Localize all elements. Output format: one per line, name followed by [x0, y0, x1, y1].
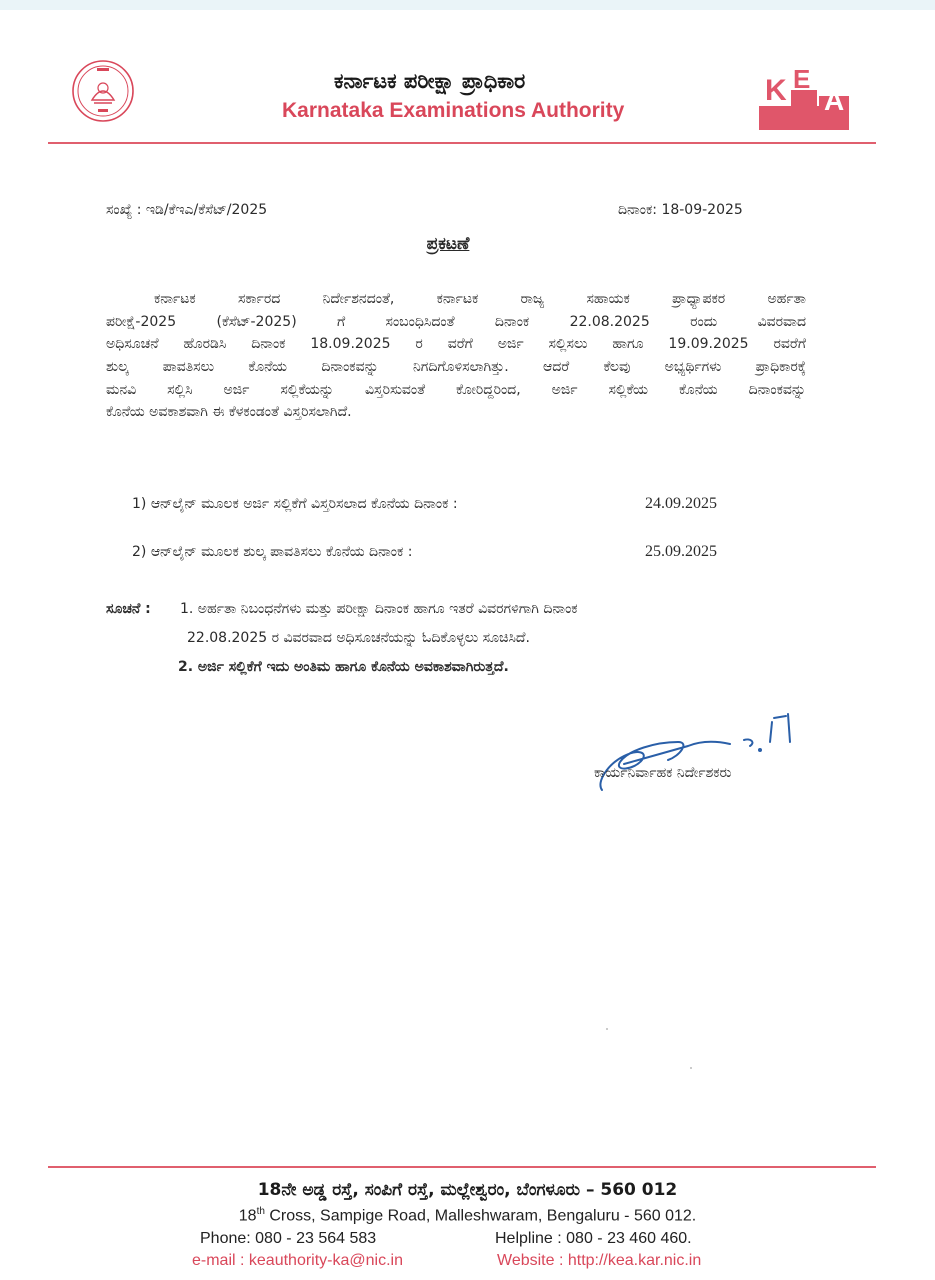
address-kannada: 18ನೇ ಅಡ್ಡ ರಸ್ತೆ, ಸಂಪಿಗೆ ರಸ್ತೆ, ಮಲ್ಲೇಶ್ವರಂ, ಬೆಂಗಳೂರು – 560 012 [257, 1180, 678, 1200]
header-divider [48, 142, 876, 144]
website-link[interactable]: Website : http://kea.kar.nic.in [497, 1252, 702, 1269]
paragraph-line: ಶುಲ್ಕ ಪಾವತಿಸಲು ಕೊನೆಯ ದಿನಾಂಕವನ್ನು ನಿಗದಿಗೊಳಿಸಲಾಗಿತ್ತು. ಆದರೆ ಕೆಲವು ಅಭ್ಯರ್ಥಿಗಳು ಪ್ರಾಧಿಕಾರಕ್ಕೆ [106, 359, 806, 376]
address-english [0, 1206, 935, 1225]
paragraph-line: ಅಧಿಸೂಚನೆ ಹೊರಡಿಸಿ ದಿನಾಂಕ 18.09.2025 ರ ವರೆಗೆ ಅರ್ಜಿ ಸಲ್ಲಿಸಲು ಹಾಗೂ 19.09.2025 ರವರೆಗೆ [106, 336, 806, 353]
paragraph-line: ಮನವಿ ಸಲ್ಲಿಸಿ ಅರ್ಜಿ ಸಲ್ಲಿಕೆಯನ್ನು ವಿಸ್ತರಿಸುವಂತೆ ಕೋರಿದ್ದರಿಂದ, ಅರ್ಜಿ ಸಲ್ಲಿಕೆಯ ಕೊನೆಯ ದಿನಾಂಕವನ್ನು [106, 381, 806, 398]
email-link[interactable]: e-mail : keauthority-ka@nic.in [192, 1252, 403, 1269]
address-english-ordinal: th [256, 1206, 265, 1217]
svg-text:A: A [824, 85, 845, 116]
authority-title-english: Karnataka Examinations Authority [282, 99, 625, 122]
reference-number: ಸಂಖ್ಯೆ : ಇಡಿ/ಕೆಇಎ/ಕೆಸೆಟ್/2025 [106, 202, 268, 218]
helpline-number: Helpline : 080 - 23 460 460. [495, 1230, 692, 1247]
scan-speck [606, 1028, 608, 1030]
kea-logo-icon [757, 66, 851, 132]
note-2: 2. ಅರ್ಜಿ ಸಲ್ಲಿಕೆಗೆ ಇದು ಅಂತಿಮ ಹಾಗೂ ಕೊನೆಯ ಅವಕಾಶವಾಗಿರುತ್ತದೆ. [178, 659, 509, 675]
svg-text:K: K [765, 74, 787, 107]
phone-number: Phone: 080 - 23 564 583 [200, 1230, 377, 1247]
svg-text:E: E [793, 66, 811, 94]
signatory-designation: ಕಾರ್ಯನಿರ್ವಾಹಕ ನಿರ್ದೇಶಕರು [594, 765, 732, 781]
letter-date: ದಿನಾಂಕ: 18-09-2025 [618, 202, 743, 218]
notes-label: ಸೂಚನೆ : [106, 601, 151, 617]
paragraph-line: ಕೊನೆಯ ಅವಕಾಶವಾಗಿ ಈ ಕೆಳಕಂಡಂತೆ ವಿಸ್ತರಿಸಲಾಗಿದೆ. [106, 404, 352, 421]
note-1-line-2: 22.08.2025 ರ ವಿವರವಾದ ಅಧಿಸೂಚನೆಯನ್ನು ಓದಿಕೊಳ್ಳಲು ಸೂಚಿಸಿದೆ. [187, 630, 530, 646]
address-english-text: Cross, Sampige Road, Malleshwaram, Bengaluru - 560 012. [264, 1207, 697, 1225]
karnataka-emblem-seal-icon [72, 60, 134, 122]
notice-paragraph [106, 288, 806, 424]
scan-speck [690, 1067, 692, 1069]
authority-title-kannada: ಕರ್ನಾಟಕ ಪರೀಕ್ಷಾ ಪ್ರಾಧಿಕಾರ [334, 69, 526, 93]
deadline-fee-label: 2) ಆನ್‌ಲೈನ್ ಮೂಲಕ ಶುಲ್ಕ ಪಾವತಿಸಲು ಕೊನೆಯ ದಿನಾಂಕ : [132, 544, 413, 560]
note-1-line-1: 1. ಅರ್ಹತಾ ನಿಬಂಧನೆಗಳು ಮತ್ತು ಪರೀಕ್ಷಾ ದಿನಾಂಕ ಹಾಗೂ ಇತರೆ ವಿವರಗಳಿಗಾಗಿ ದಿನಾಂಕ [180, 601, 578, 617]
deadline-application-date: 24.09.2025 [645, 495, 717, 512]
paragraph-line: ಪರೀಕ್ಷೆ-2025 (ಕೆಸೆಟ್-2025) ಗೆ ಸಂಬಂಧಿಸಿದಂತೆ ದಿನಾಂಕ 22.08.2025 ರಂದು ವಿವರವಾದ [106, 313, 806, 330]
notice-heading: ಪ್ರಕಟಣೆ [426, 234, 470, 254]
footer-divider [48, 1166, 876, 1168]
deadline-fee-date: 25.09.2025 [645, 543, 717, 560]
signature-icon [594, 712, 804, 802]
paragraph-line: ಕರ್ನಾಟಕ ಸರ್ಕಾರದ ನಿರ್ದೇಶನದಂತೆ, ಕರ್ನಾಟಕ ರಾಜ್ಯ ಸಹಾಯಕ ಪ್ರಾಧ್ಯಾಪಕರ ಅರ್ಹತಾ [154, 291, 806, 307]
address-english-number: 18 [238, 1207, 257, 1225]
deadline-application-label: 1) ಆನ್‌ಲೈನ್ ಮೂಲಕ ಅರ್ಜಿ ಸಲ್ಲಿಕೆಗೆ ವಿಸ್ತರಿಸಲಾದ ಕೊನೆಯ ದಿನಾಂಕ : [132, 496, 458, 512]
top-strip [0, 0, 935, 10]
